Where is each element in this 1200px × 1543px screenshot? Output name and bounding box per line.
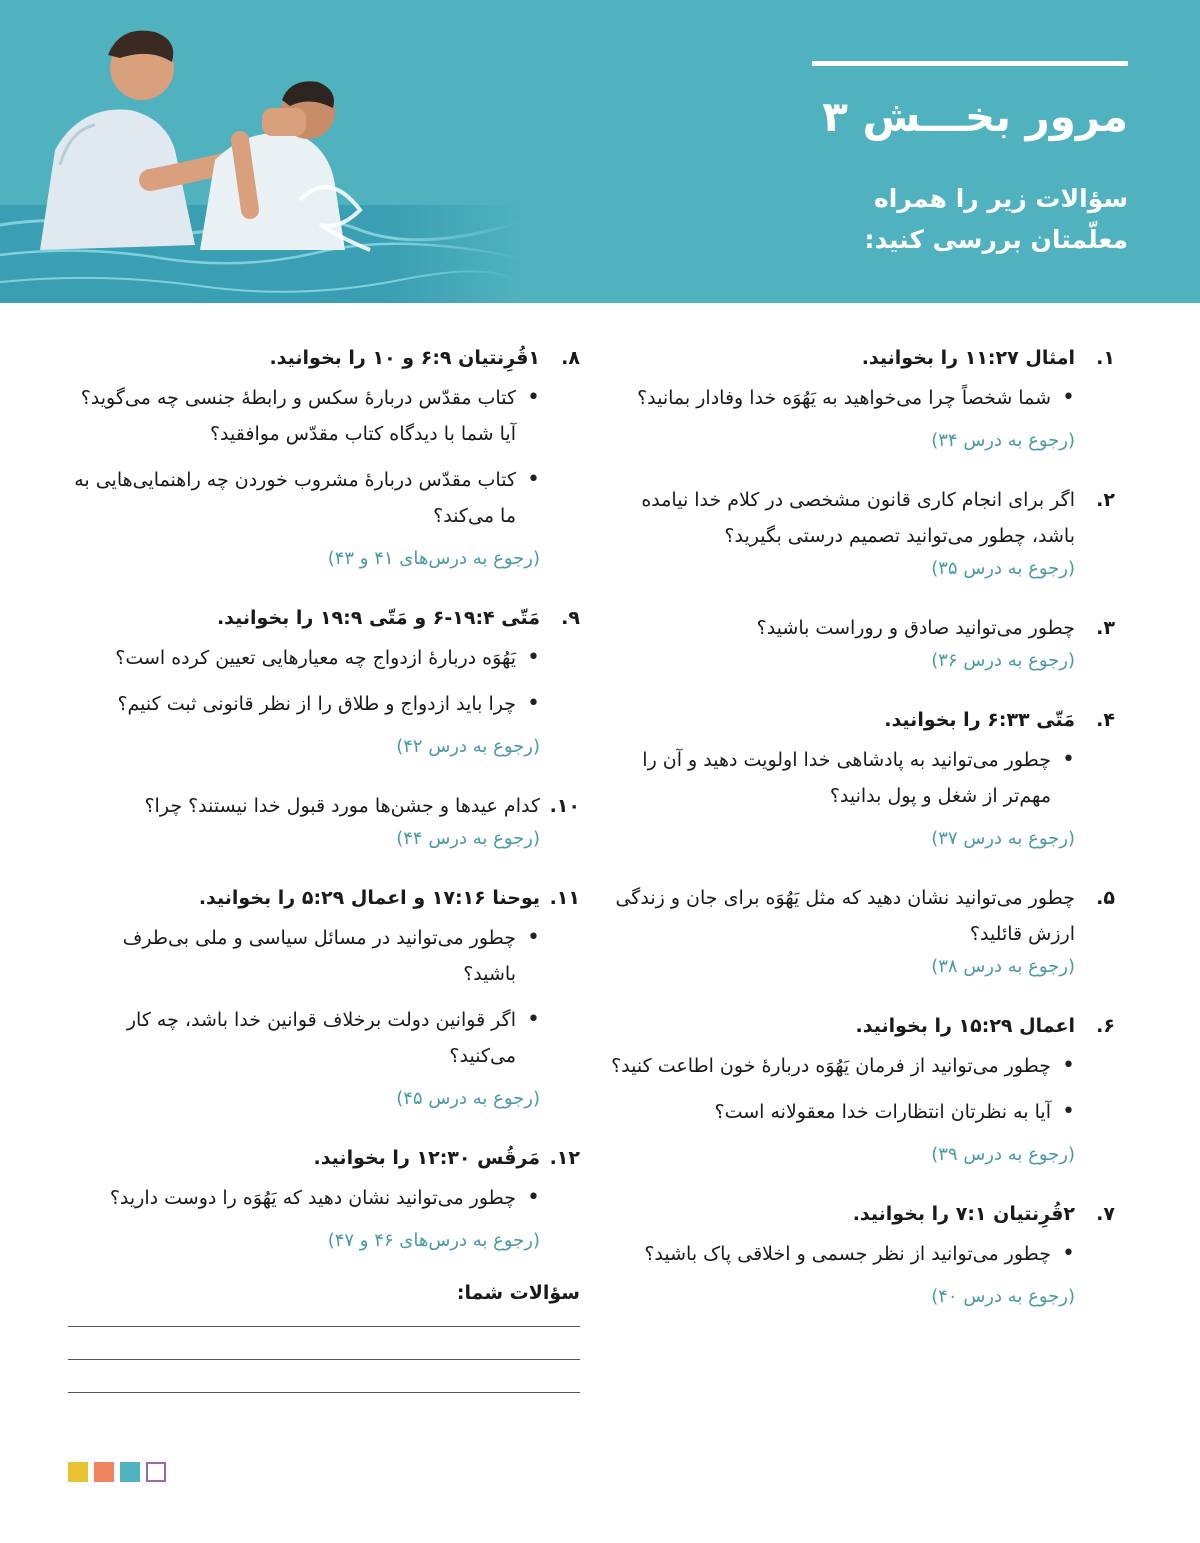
question-item — [595, 610, 1115, 676]
lesson-reference: (رجوع به درس ۴۰) — [931, 1286, 1075, 1307]
lesson-reference: (رجوع به درس ۳۴) — [931, 430, 1075, 451]
question-item — [65, 1140, 580, 1256]
bullet-list — [595, 1048, 1115, 1130]
question-number: ۹. — [561, 607, 580, 629]
question-title: چطور می‌توانید صادق و روراست باشید؟ — [756, 617, 1075, 639]
bullet-list — [595, 380, 1115, 416]
answer-line[interactable] — [68, 1326, 580, 1327]
lesson-reference: (رجوع به درس ۴۵) — [396, 1088, 540, 1109]
lesson-reference: (رجوع به درس ۴۴) — [396, 828, 540, 849]
question-number: ۴. — [1096, 709, 1115, 731]
bullet-item: • چطور می‌توانید از فرمان یَهُوَه دربارهٔ خون اطاعت کنید؟ — [595, 1048, 1075, 1084]
question-title: اعمال ۱۵:۲۹ را بخوانید. — [855, 1015, 1075, 1037]
swatch-teal — [120, 1462, 140, 1482]
question-item — [595, 880, 1115, 982]
bullet-item: • چطور می‌توانید در مسائل سیاسی و ملی بی‌طرف باشید؟ — [65, 920, 540, 992]
bullet-list — [65, 920, 580, 1074]
lesson-reference: (رجوع به درس ۴۲) — [396, 736, 540, 757]
question-title: ۱قُرِنتیان ۶:۹ و ۱۰ را بخوانید. — [269, 347, 540, 369]
question-number: ۱۲. — [549, 1147, 580, 1169]
question-title: مَرقُس ۱۲:۳۰ را بخوانید. — [313, 1147, 540, 1169]
question-item — [65, 788, 580, 854]
bullet-item: • آیا به نظرتان انتظارات خدا معقولانه است؟ — [595, 1094, 1075, 1130]
lesson-reference: (رجوع به درس ۳۹) — [931, 1144, 1075, 1165]
your-questions-title: سؤالات شما: — [456, 1282, 580, 1304]
lesson-reference: (رجوع به درس ۳۶) — [931, 650, 1075, 671]
question-number: ۶. — [1096, 1015, 1115, 1037]
question-title: مَتّی ۶:۳۳ را بخوانید. — [884, 709, 1075, 731]
bullet-list — [595, 742, 1115, 814]
bullet-item: • اگر قوانین دولت برخلاف قوانین خدا باشد، چه کار می‌کنید؟ — [65, 1002, 540, 1074]
bullet-item: • چطور می‌توانید به پادشاهی خدا اولویت دهید و آن را مهم‌تر از شغل و پول بدانید؟ — [595, 742, 1075, 814]
page-title: مرور بخـــش ۳ — [822, 92, 1128, 141]
bullet-list — [65, 640, 580, 722]
question-number: ۱. — [1096, 347, 1115, 369]
lesson-reference: (رجوع به درس ۳۵) — [931, 558, 1075, 579]
question-number: ۳. — [1096, 617, 1115, 639]
lesson-reference: (رجوع به درس‌های ۴۶ و ۴۷) — [327, 1230, 540, 1251]
question-item — [595, 482, 1115, 584]
swatch-outline — [146, 1462, 166, 1482]
question-number: ۲. — [1096, 489, 1115, 511]
questions-column-left — [65, 340, 580, 1425]
header-rule — [812, 61, 1128, 66]
lesson-reference: (رجوع به درس‌های ۴۱ و ۴۳) — [327, 548, 540, 569]
question-item — [65, 880, 580, 1114]
question-title: ۲قُرِنتیان ۷:۱ را بخوانید. — [852, 1203, 1075, 1225]
question-item — [65, 600, 580, 762]
bullet-item: • چطور می‌توانید نشان دهید که یَهُوَه را دوست دارید؟ — [65, 1180, 540, 1216]
swatch-yellow — [68, 1462, 88, 1482]
question-title: اگر برای انجام کاری قانون مشخصی در کلام خدا نیامده باشد، چطور می‌توانید تصمیم درستی بگیرید؟ — [641, 489, 1075, 547]
question-title: مَتّی ۱۹:۴-۶ و مَتّی ۱۹:۹ را بخوانید. — [216, 607, 540, 629]
question-number: ۵. — [1096, 887, 1115, 909]
page-subtitle: سؤالات زیر را همراه معلّمتان بررسی کنید: — [864, 184, 1128, 254]
question-title: کدام عیدها و جشن‌ها مورد قبول خدا نیستند؟ چرا؟ — [144, 795, 540, 817]
bullet-item: • چرا باید ازدواج و طلاق را از نظر قانونی ثبت کنیم؟ — [65, 686, 540, 722]
bullet-item: • شما شخصاً چرا می‌خواهید به یَهُوَه خدا وفادار بمانید؟ — [595, 380, 1075, 416]
question-number: ۱۰. — [549, 795, 580, 817]
answer-line[interactable] — [68, 1392, 580, 1393]
question-title: یوحنا ۱۷:۱۶ و اعمال ۵:۲۹ را بخوانید. — [198, 887, 540, 909]
color-swatches — [68, 1462, 166, 1482]
question-item — [595, 340, 1115, 456]
bullet-item: • کتاب مقدّس دربارهٔ مشروب خوردن چه راهنمایی‌هایی به ما می‌کند؟ — [65, 462, 540, 534]
answer-line[interactable] — [68, 1359, 580, 1360]
question-number: ۸. — [561, 347, 580, 369]
header-band — [0, 0, 1200, 303]
questions-column-right — [595, 340, 1115, 1338]
question-item — [595, 1196, 1115, 1312]
question-item — [595, 1008, 1115, 1170]
question-number: ۱۱. — [549, 887, 580, 909]
swatch-orange — [94, 1462, 114, 1482]
bullet-item: • یَهُوَه دربارهٔ ازدواج چه معیارهایی تعیین کرده است؟ — [65, 640, 540, 676]
question-item — [65, 340, 580, 574]
baptism-illustration — [0, 0, 520, 303]
bullet-item: • چطور می‌توانید از نظر جسمی و اخلاقی پاک باشید؟ — [595, 1236, 1075, 1272]
bullet-list — [65, 380, 580, 534]
question-title: چطور می‌توانید نشان دهید که مثل یَهُوَه برای جان و زندگی ارزش قائلید؟ — [615, 887, 1075, 945]
bullet-list — [595, 1236, 1115, 1272]
question-title: امثال ۱۱:۲۷ را بخوانید. — [861, 347, 1075, 369]
bullet-item: • کتاب مقدّس دربارهٔ سکس و رابطهٔ جنسی چه می‌گوید؟ آیا شما با دیدگاه کتاب مقدّس موافقید؟ — [65, 380, 540, 452]
question-number: ۷. — [1096, 1203, 1115, 1225]
lesson-reference: (رجوع به درس ۳۷) — [931, 828, 1075, 849]
bullet-list — [65, 1180, 580, 1216]
lesson-reference: (رجوع به درس ۳۸) — [931, 956, 1075, 977]
question-item — [595, 702, 1115, 854]
